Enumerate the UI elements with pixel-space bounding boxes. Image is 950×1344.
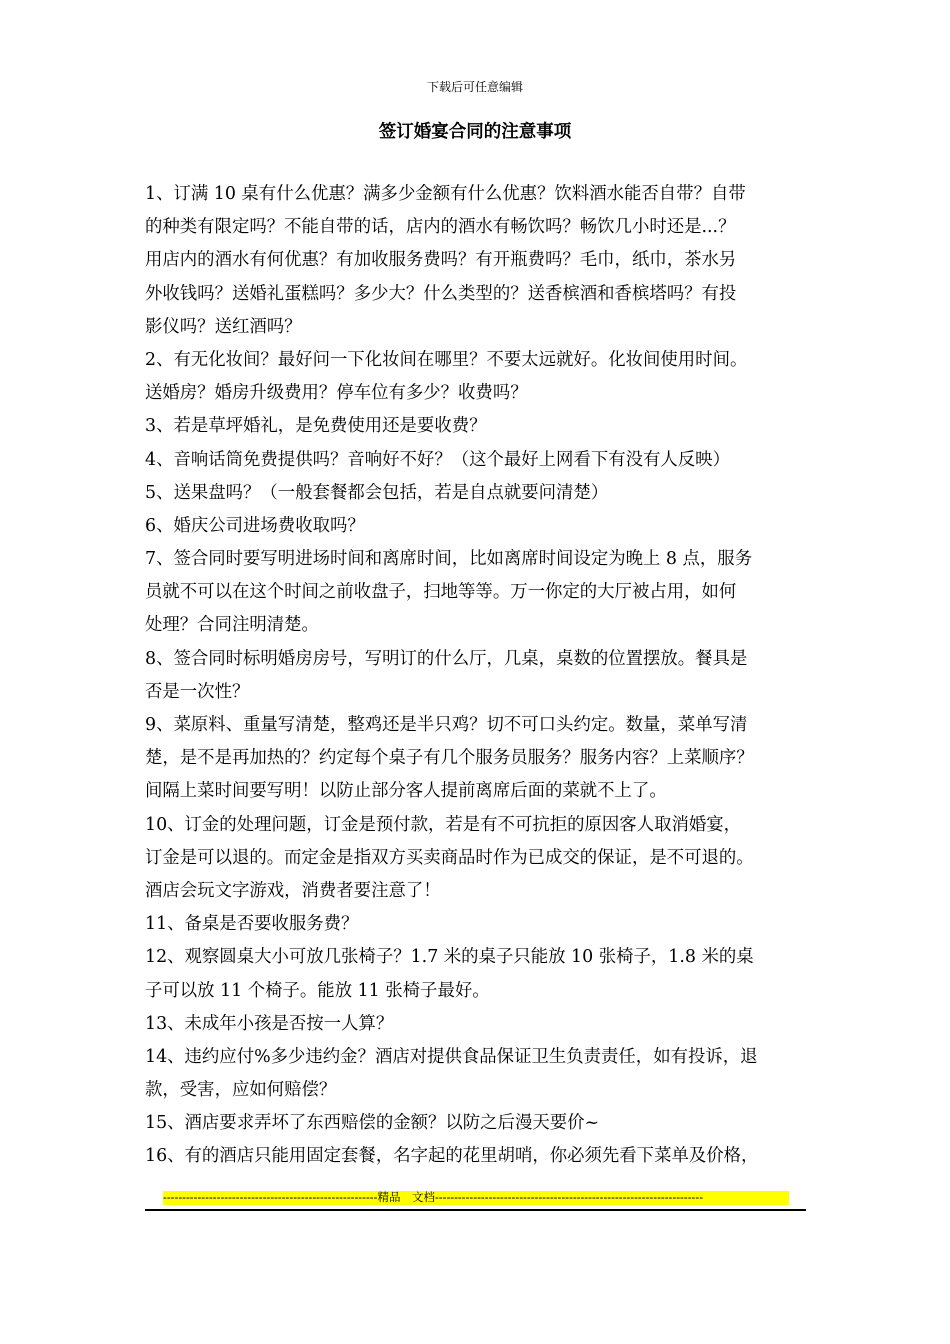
body-line: 2、有无化妆间？最好问一下化妆间在哪里？不要太远就好。化妆间使用时间。 xyxy=(145,349,748,370)
body-line: 7、签合同时要写明进场时间和离席时间，比如离席时间设定为晚上 8 点，服务 xyxy=(145,549,753,570)
body-line: 6、婚庆公司进场费收取吗？ xyxy=(145,515,365,536)
body-line: 酒店会玩文字游戏，消费者要注意了！ xyxy=(145,880,441,901)
body-line: 送婚房？婚房升级费用？停车位有多少？收费吗？ xyxy=(145,383,528,404)
body-line: 5、送果盘吗？（一般套餐都会包括，若是自点就要问清楚） xyxy=(145,482,609,503)
body-line: 子可以放 11 个椅子。能放 11 张椅子最好。 xyxy=(145,980,490,1001)
body-line: 员就不可以在这个时间之前收盘子，扫地等等。万一你定的大厅被占用，如何 xyxy=(145,582,737,603)
page-header-note: 下载后可任意编辑 xyxy=(426,80,523,94)
body-line: 1、订满 10 桌有什么优惠？满多少金额有什么优惠？饮料酒水能否自带？自带 xyxy=(145,184,746,204)
document-title: 签订婚宴合同的注意事项 xyxy=(378,122,572,142)
footer-rule xyxy=(145,1209,806,1211)
body-line: 4、音响话筒免费提供吗？音响好不好？（这个最好上网看下有没有人反映） xyxy=(145,449,730,470)
body-line: 10、订金的处理问题，订金是预付款，若是有不可抗拒的原因客人取消婚宴， xyxy=(145,814,742,835)
body-line: 9、菜原料、重量写清楚，整鸡还是半只鸡？切不可口头约定。数量，菜单写清 xyxy=(145,715,748,735)
body-line: 15、酒店要求弄坏了东西赔偿的金额？以防之后漫天要价~ xyxy=(145,1113,600,1134)
body-line: 订金是可以退的。而定金是指双方买卖商品时作为已成交的保证，是不可退的。 xyxy=(145,847,754,868)
body-line: 16、有的酒店只能用固定套餐，名字起的花里胡哨，你必须先看下菜单及价格， xyxy=(145,1146,759,1167)
body-line: 8、签合同时标明婚房房号，写明订的什么厅，几桌，桌数的位置摆放。餐具是 xyxy=(145,648,748,669)
body-line: 用店内的酒水有何优惠？有加收服务费吗？有开瓶费吗？毛巾，纸巾，茶水另 xyxy=(145,250,737,271)
body-line: 楚，是不是再加热的？约定每个桌子有几个服务员服务？服务内容？上菜顺序？ xyxy=(145,748,754,769)
body-line: 3、若是草坪婚礼，是免费使用还是要收费？ xyxy=(145,416,487,437)
document-body xyxy=(145,178,813,1174)
body-line: 12、观察圆桌大小可放几张椅子？1.7 米的桌子只能放 10 张椅子，1.8 米的桌 xyxy=(145,947,754,968)
body-line: 14、违约应付%多少违约金？酒店对提供食品保证卫生负责责任，如有投诉，退 xyxy=(145,1046,758,1067)
body-line: 13、未成年小孩是否按一人算？ xyxy=(145,1013,394,1034)
body-line: 外收钱吗？送婚礼蛋糕吗？多少大？什么类型的？送香槟酒和香槟塔吗？有投 xyxy=(145,283,737,304)
body-line: 处理？合同注明清楚。 xyxy=(145,615,319,636)
body-line: 款，受害，应如何赔偿？ xyxy=(145,1080,337,1101)
body-line: 的种类有限定吗？不能自带的话，店内的酒水有畅饮吗？畅饮几小时还是...？ xyxy=(145,217,736,238)
body-line: 影仪吗？送红酒吗？ xyxy=(145,316,302,337)
body-line: 11、备桌是否要收服务费？ xyxy=(145,914,359,935)
body-line: 否是一次性？ xyxy=(145,681,250,702)
footer-highlight-band: --------------------------------------------------------精品 文档---------------------------------------------------------------------- xyxy=(163,1191,789,1205)
body-line: 间隔上菜时间要写明！以防止部分客人提前离席后面的菜就不上了。 xyxy=(145,781,667,802)
